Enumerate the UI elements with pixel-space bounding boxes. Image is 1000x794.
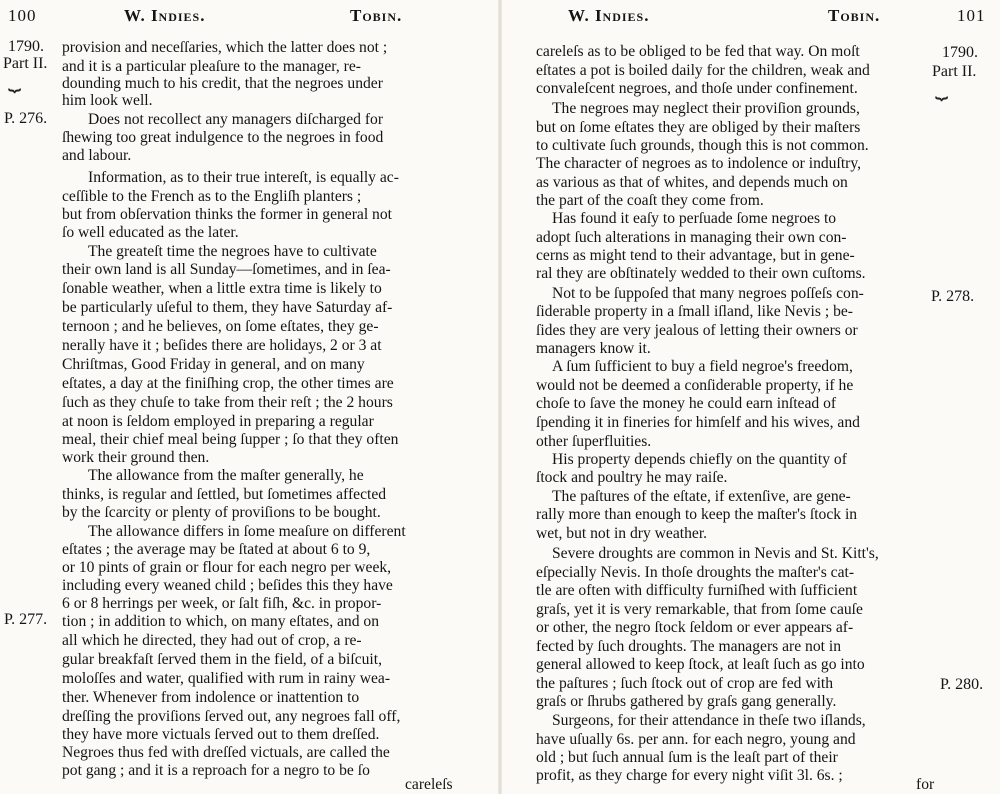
text-line: ſhewing too great indulgence to the negroes in food: [62, 129, 384, 146]
left-margin-ref-276: P. 276.: [4, 110, 48, 127]
text-line: rally more than enough to keep the maſter's ſtock in: [536, 506, 858, 523]
text-line: 6 or 8 herrings per week, or ſalt fiſh, &c. in propor-: [62, 595, 382, 612]
text-line: gular breakfaſt ſerved them in the field, of a biſcuit,: [62, 651, 382, 668]
right-margin-ref-278: P. 278.: [931, 288, 975, 305]
text-line: Information, as to their true intereſt, is equally ac-: [88, 169, 399, 186]
text-line: would not be deemed a conſiderable property, if he: [536, 377, 854, 394]
left-margin-year: 1790.: [8, 38, 44, 55]
text-line: adopt ſuch alterations in managing their own con-: [536, 229, 847, 246]
text-line: The greateſt time the negroes have to cultivate: [88, 243, 377, 260]
text-line: tle are often with difficulty furniſhed with ſufficient: [536, 582, 858, 599]
text-line: ſides they are very jealous of letting their owners or: [536, 322, 858, 339]
left-margin-ref-277: P. 277.: [4, 611, 48, 628]
text-line: Chriſtmas, Good Friday in general, and on many: [62, 356, 365, 373]
text-line: the paſtures ; ſuch ſtock out of crop are fed with: [536, 675, 834, 692]
text-line: to cultivate ſuch grounds, though this is not common.: [536, 137, 869, 154]
text-line: managers know it.: [536, 340, 651, 357]
text-line: convaleſcent negroes, and thoſe under confinement.: [536, 80, 858, 97]
text-line: nerally have it ; beſides there are holidays, 2 or 3 at: [62, 337, 382, 354]
text-line: wet, but not in dry weather.: [536, 525, 708, 542]
text-line: and it is a particular pleaſure to the manager, re-: [62, 58, 361, 75]
text-line: ther. Whenever from indolence or inattention to: [62, 689, 360, 706]
text-line: meal, their chief meal being ſupper ; ſo that they often: [62, 431, 399, 448]
right-page-number: 101: [957, 6, 986, 25]
text-line: His property depends chiefly on the quantity of: [552, 451, 847, 468]
text-line: other ſuperfluities.: [536, 433, 652, 450]
left-page-number: 100: [8, 6, 37, 25]
text-line: have uſually 6s. per ann. for each negro, young and: [536, 731, 856, 748]
text-line: work their ground then.: [62, 449, 210, 466]
right-brace-icon: ⏟: [935, 74, 949, 99]
text-line: The paſtures of the eſtate, if extenſive, are gene-: [552, 488, 851, 505]
text-line: graſs, yet it is very remarkable, that from ſome cauſe: [536, 601, 863, 618]
text-line: A ſum ſufficient to buy a field negroe's freedom,: [552, 358, 853, 375]
left-margin-part: Part II.: [3, 55, 48, 72]
left-running-head: W. Indies.: [124, 6, 206, 25]
text-line: cerns as might tend to their advantage, but in gene-: [536, 247, 855, 264]
text-line: ſo well educated as the later.: [62, 224, 239, 241]
text-line: ſtock and poultry he may raiſe.: [536, 469, 728, 486]
text-line: choſe to ſave the money he could earn inſtead of: [536, 395, 837, 412]
text-line: they have more victuals ſerved out to them dreſſed.: [62, 726, 380, 743]
text-line: their own land is all Sunday—ſometimes, and in ſea-: [62, 261, 391, 278]
text-line: dounding much to his credit, that the negroes under: [62, 75, 383, 92]
text-line: all which he directed, they had out of crop, a re-: [62, 632, 362, 649]
text-line: ceſſible to the French as to the Engliſh planters ;: [62, 188, 362, 205]
right-catchword: for: [916, 776, 935, 793]
text-line: Surgeons, for their attendance in theſe two iſlands,: [552, 712, 866, 729]
text-line: tion ; in addition to which, on many eſtates, and on: [62, 613, 380, 630]
text-line: eſpecially Nevis. In thoſe droughts the maſter's cat-: [536, 564, 855, 581]
text-line: ral they are obſtinately wedded to their own cuſtoms.: [536, 265, 866, 282]
text-line: but from obſervation thinks the former in general not: [62, 206, 392, 223]
text-line: Not to be ſuppoſed that many negroes poſſeſs con-: [552, 285, 864, 302]
text-line: profit, as they charge for every night viſit 3l. 6s. ;: [536, 767, 843, 784]
left-brace-icon: ⏟: [8, 66, 22, 91]
text-line: ſonable weather, when a little extra time is likely to: [62, 280, 382, 297]
text-line: Negroes thus fed with dreſſed victuals, are called the: [62, 744, 390, 761]
left-catchword: careleſs: [405, 776, 453, 793]
text-line: moloſſes and water, qualified with rum in rainy wea-: [62, 670, 391, 687]
text-line: general allowed to keep ſtock, at leaſt ſuch as go into: [536, 656, 865, 673]
text-line: or other, the negro ſtock ſeldom or ever appears af-: [536, 619, 854, 636]
right-margin-ref-280: P. 280.: [940, 676, 984, 693]
text-line: old ; but ſuch annual ſum is the leaſt part of their: [536, 749, 838, 766]
text-line: and labour.: [62, 147, 132, 164]
right-running-head: W. Indies.: [568, 6, 650, 25]
text-line: eſtates ; the average may be ſtated at about 6 to 9,: [62, 541, 371, 558]
text-line: be particularly uſeful to them, they have Saturday af-: [62, 299, 393, 316]
text-line: Does not recollect any managers diſcharged for: [88, 111, 384, 128]
text-line: but on ſome eſtates they are obliged by their maſters: [536, 119, 861, 136]
text-line: ſiderable property in a ſmall iſland, like Nevis ; be-: [536, 303, 853, 320]
text-line: as various as that of whites, and depends much on: [536, 174, 848, 191]
text-line: by the ſcarcity or plenty of proviſions to be bought.: [62, 504, 381, 521]
text-line: eſtates, a day at the finiſhing crop, the other times are: [62, 375, 394, 392]
text-line: ſuch as they chuſe to take from their reſt ; the 2 hours: [62, 394, 393, 411]
text-line: pot gang ; and it is a reproach for a negro to be ſo: [62, 762, 370, 779]
text-line: him look well.: [62, 92, 153, 109]
text-line: The character of negroes as to indolence or induſtry,: [536, 155, 862, 172]
text-line: the part of the coaſt they come from.: [536, 192, 764, 209]
text-line: dreſſing the proviſions ſerved out, any negroes fall off,: [62, 708, 401, 725]
text-line: provision and neceſſaries, which the latter does not ;: [62, 39, 388, 56]
text-line: Has found it eaſy to perſuade ſome negroes to: [552, 210, 837, 227]
text-line: ternoon ; and he believes, on ſome eſtates, they ge-: [62, 318, 379, 335]
right-margin-part: Part II.: [932, 63, 977, 80]
text-line: graſs or ſhrubs gathered by graſs gang generally.: [536, 693, 837, 710]
text-line: careleſs as to be obliged to be fed that way. On moſt: [536, 43, 860, 60]
text-line: ſpending it in fineries for himſelf and his wives, and: [536, 414, 860, 431]
text-line: The allowance from the maſter generally, he: [88, 467, 364, 484]
text-line: including every weaned child ; beſides this they have: [62, 577, 393, 594]
right-running-head-author: Tobin.: [828, 6, 881, 25]
right-margin-year: 1790.: [942, 44, 978, 61]
left-running-head-author: Tobin.: [350, 6, 403, 25]
text-line: at noon is ſeldom employed in preparing a regular: [62, 413, 374, 430]
text-line: or 10 pints of grain or flour for each negro per week,: [62, 559, 392, 576]
text-line: The allowance differs in ſome meaſure on different: [88, 523, 406, 540]
text-line: fected by ſuch droughts. The managers are not in: [536, 638, 841, 655]
text-line: eſtates a pot is boiled daily for the children, weak and: [536, 62, 870, 79]
text-line: The negroes may neglect their proviſion grounds,: [552, 100, 860, 117]
text-line: thinks, is regular and ſettled, but ſometimes affected: [62, 486, 387, 503]
text-line: Severe droughts are common in Nevis and St. Kitt's,: [552, 545, 879, 562]
